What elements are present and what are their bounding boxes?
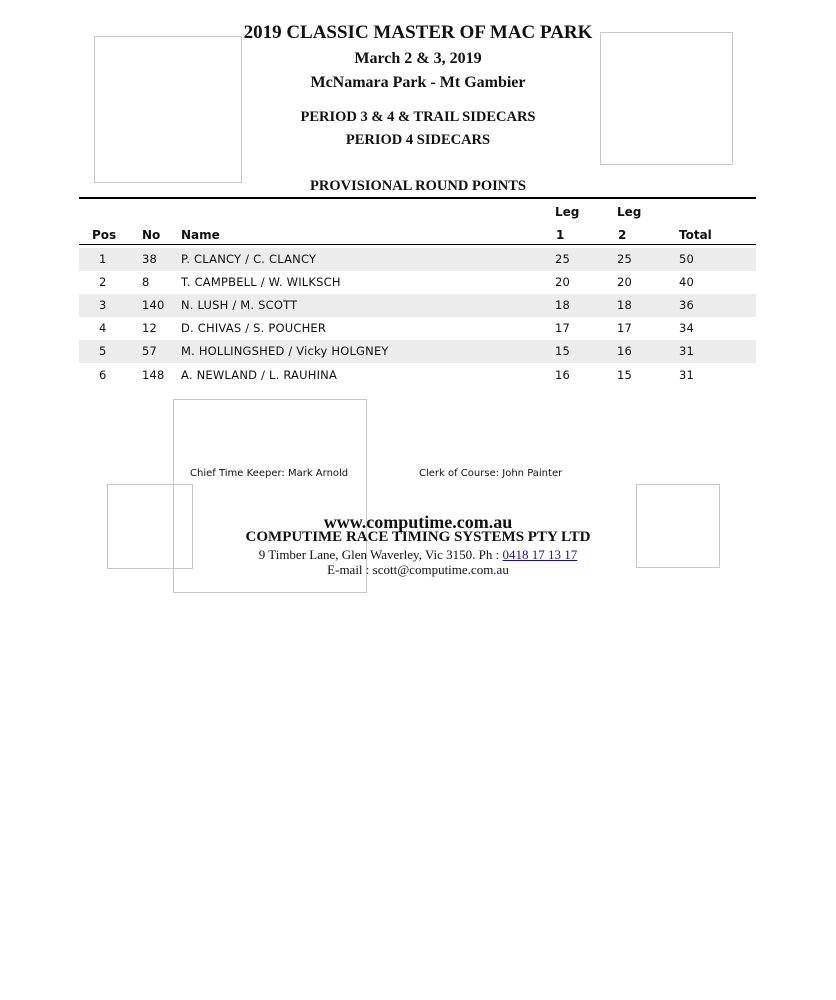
- event-venue: McNamara Park - Mt Gambier: [310, 74, 526, 91]
- cell-name: P. CLANCY / C. CLANCY: [181, 252, 317, 266]
- cell-total: 36: [679, 298, 695, 312]
- cell-name: N. LUSH / M. SCOTT: [181, 298, 298, 312]
- table-row: [79, 340, 756, 363]
- cell-total: 50: [679, 252, 695, 266]
- col-header-leg1-top: Leg: [555, 205, 580, 219]
- col-header-total: Total: [679, 228, 712, 242]
- col-header-leg2-top: Leg: [617, 205, 642, 219]
- cell-total: 34: [679, 321, 695, 335]
- cell-name: A. NEWLAND / L. RAUHINA: [181, 368, 338, 382]
- cell-leg1: 20: [555, 275, 571, 289]
- cell-name: T. CAMPBELL / W. WILKSCH: [181, 275, 341, 289]
- table-top-rule: [79, 197, 756, 199]
- cell-leg1: 17: [555, 321, 571, 335]
- table-row: [79, 317, 756, 340]
- footer-address-text: 9 Timber Lane, Glen Waverley, Vic 3150. Ph :: [258, 547, 503, 562]
- col-header-no: No: [142, 228, 161, 242]
- phone-link[interactable]: 0418 17 13 17: [502, 547, 578, 562]
- cell-total: 31: [679, 368, 695, 382]
- col-header-leg1-bottom: 1: [556, 228, 565, 242]
- footer-email: E-mail : scott@computime.com.au: [327, 562, 509, 577]
- cell-leg2: 20: [617, 275, 633, 289]
- col-header-leg2-bottom: 2: [618, 228, 627, 242]
- cell-total: 31: [679, 344, 695, 358]
- cell-pos: 6: [99, 368, 107, 382]
- cell-leg2: 18: [617, 298, 633, 312]
- col-header-pos: Pos: [92, 228, 117, 242]
- col-header-name: Name: [181, 228, 220, 242]
- cell-no: 38: [142, 252, 158, 266]
- cell-name: M. HOLLINGSHED / Vicky HOLGNEY: [181, 344, 389, 358]
- table-header-rule: [79, 244, 756, 245]
- cell-no: 12: [142, 321, 158, 335]
- cell-pos: 2: [99, 275, 107, 289]
- cell-no: 140: [142, 298, 165, 312]
- cell-leg2: 15: [617, 368, 633, 382]
- table-row: [79, 248, 756, 271]
- event-title: 2019 CLASSIC MASTER OF MAC PARK: [243, 22, 593, 43]
- footer-company: COMPUTIME RACE TIMING SYSTEMS PTY LTD: [245, 529, 591, 545]
- event-dates: March 2 & 3, 2019: [354, 50, 482, 67]
- cell-pos: 3: [99, 298, 107, 312]
- cell-no: 8: [142, 275, 150, 289]
- cell-leg2: 25: [617, 252, 633, 266]
- report-title: PROVISIONAL ROUND POINTS: [310, 178, 526, 194]
- table-row: [79, 271, 756, 294]
- cell-leg1: 16: [555, 368, 571, 382]
- cell-pos: 5: [99, 344, 107, 358]
- cell-no: 57: [142, 344, 158, 358]
- clerk-of-course: Clerk of Course: John Painter: [419, 468, 563, 479]
- table-row: [79, 294, 756, 317]
- cell-pos: 4: [99, 321, 107, 335]
- cell-leg2: 16: [617, 344, 633, 358]
- footer-website: www.computime.com.au: [323, 512, 513, 532]
- cell-leg2: 17: [617, 321, 633, 335]
- chief-time-keeper: Chief Time Keeper: Mark Arnold: [190, 468, 349, 479]
- cell-leg1: 18: [555, 298, 571, 312]
- cell-pos: 1: [99, 252, 107, 266]
- footer-address: [0, 547, 836, 563]
- cell-leg1: 25: [555, 252, 571, 266]
- table-row: [79, 364, 756, 387]
- cell-no: 148: [142, 368, 165, 382]
- cell-leg1: 15: [555, 344, 571, 358]
- cell-total: 40: [679, 275, 695, 289]
- cell-name: D. CHIVAS / S. POUCHER: [181, 321, 327, 335]
- class-line-1: PERIOD 3 & 4 & TRAIL SIDECARS: [300, 109, 536, 125]
- class-line-2: PERIOD 4 SIDECARS: [345, 132, 491, 148]
